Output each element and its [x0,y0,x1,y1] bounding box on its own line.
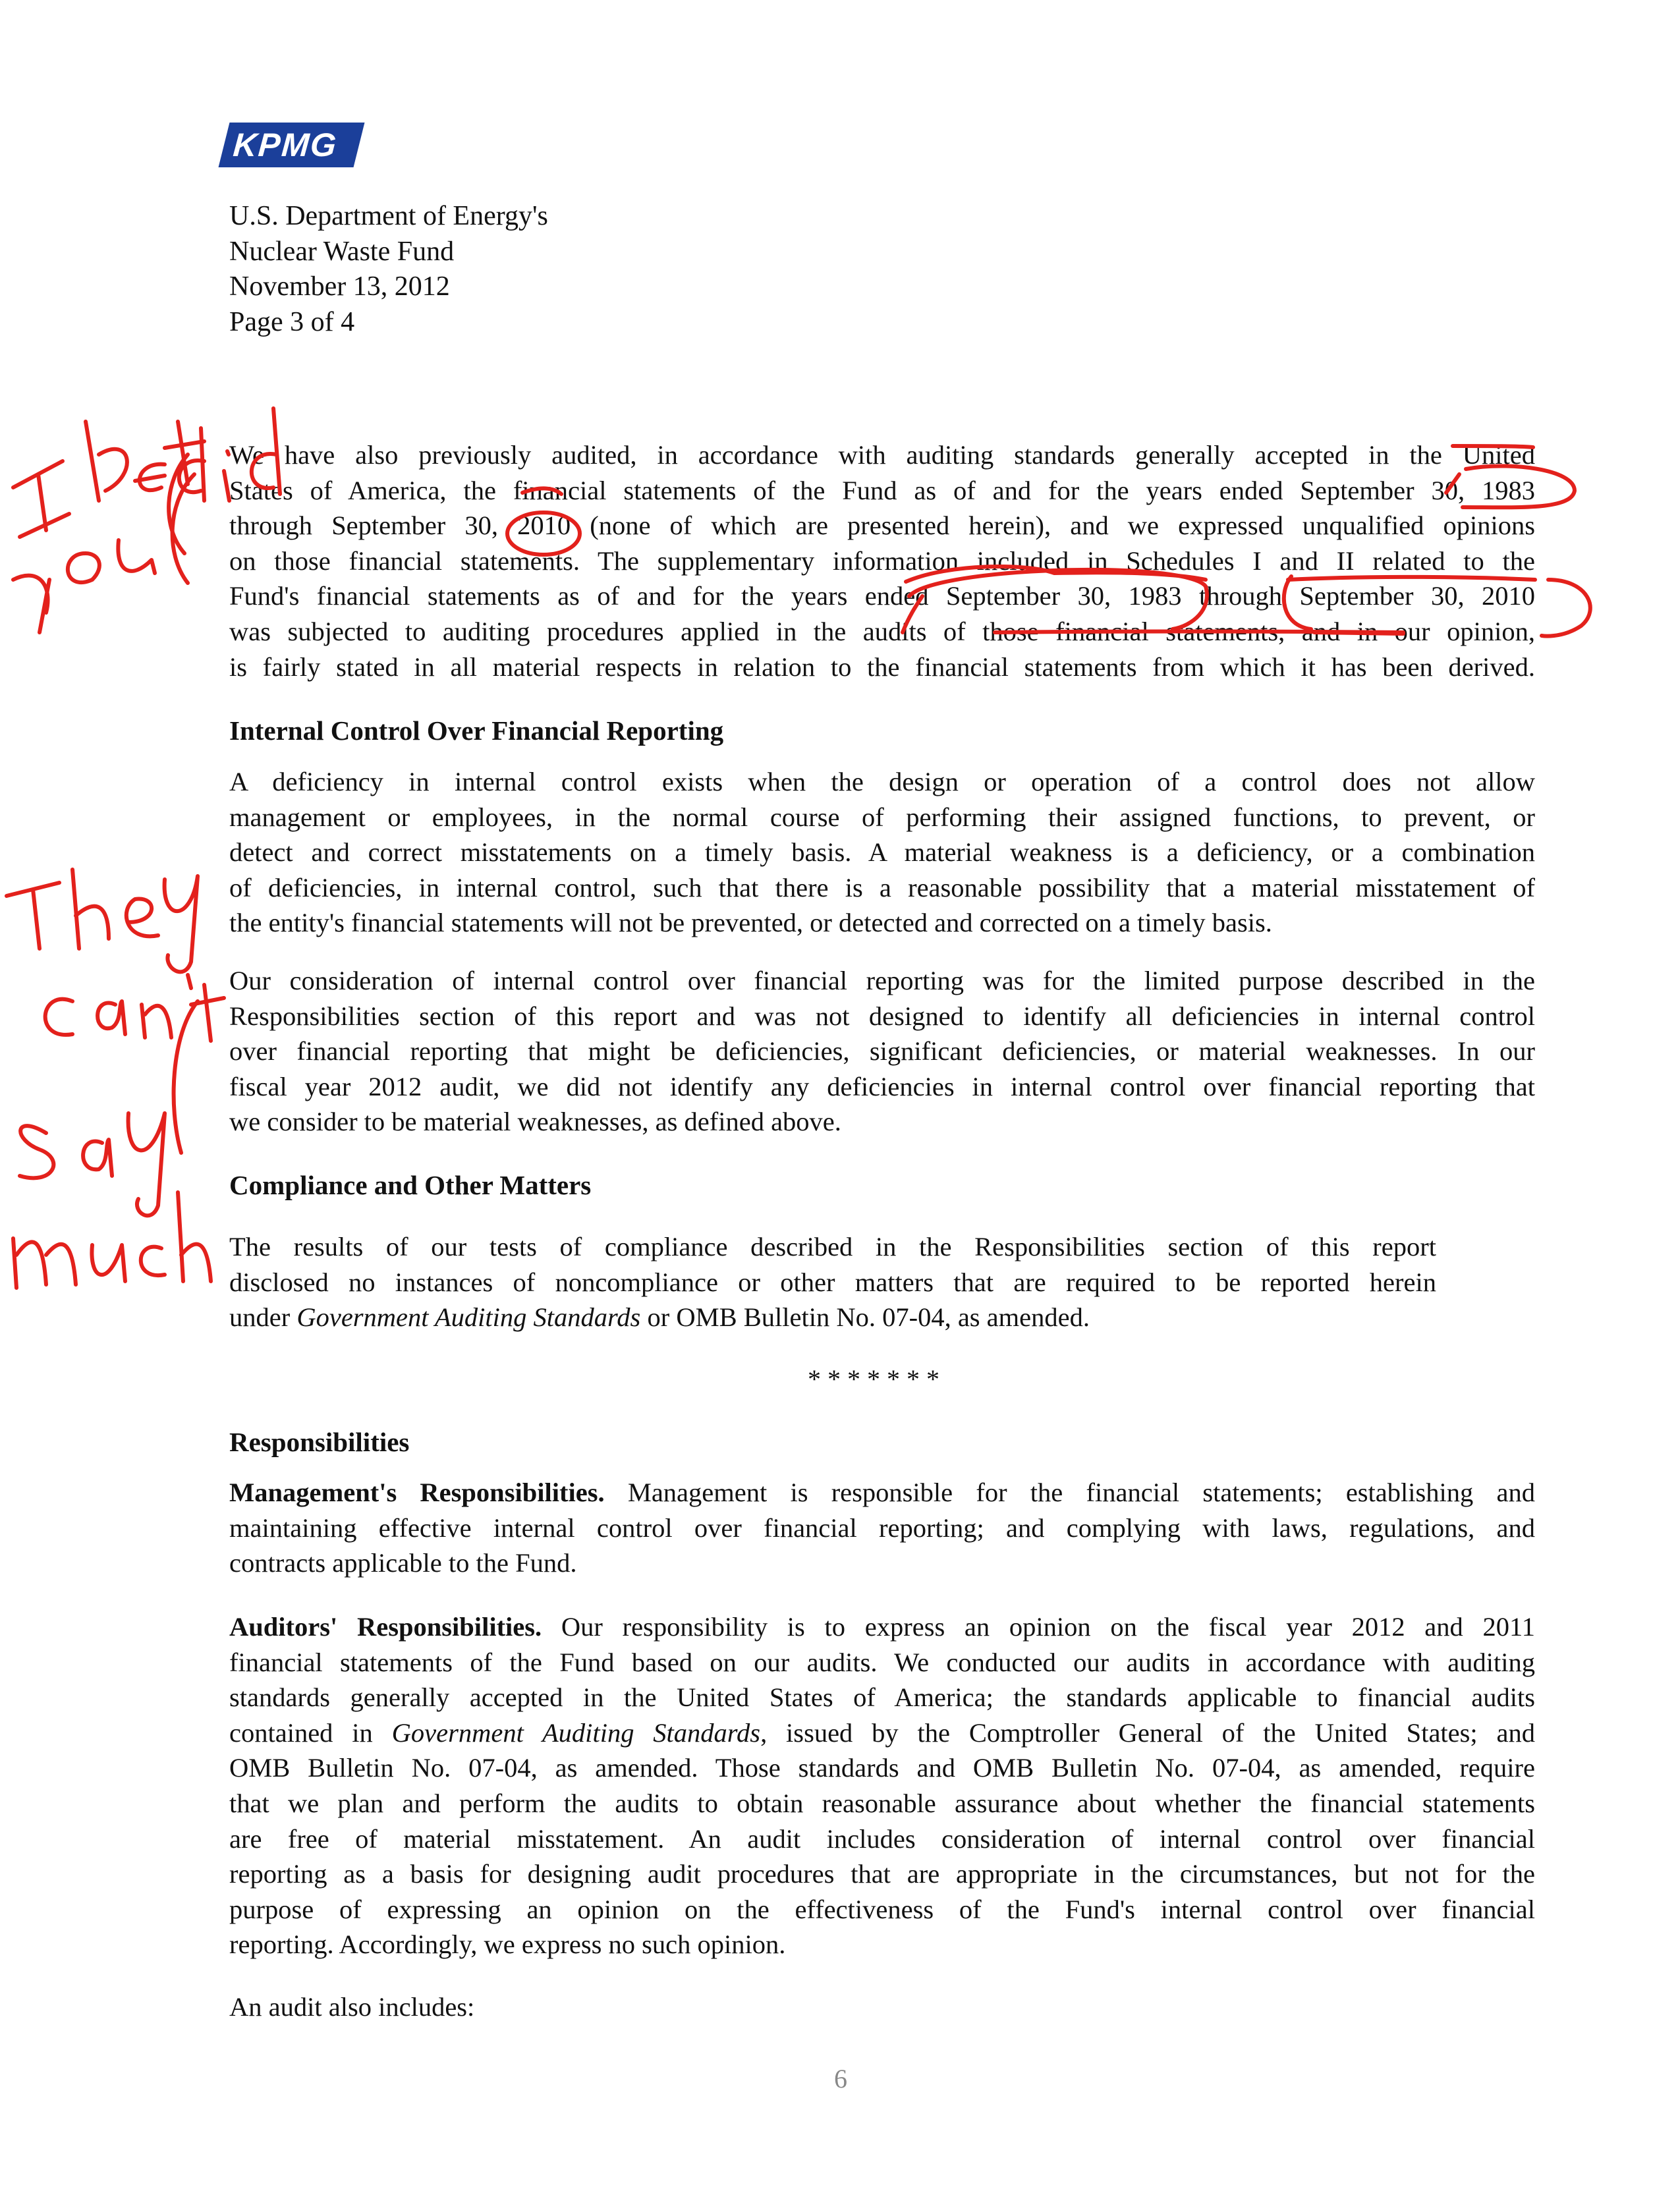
paragraph-deficiency-definition [229,764,1535,941]
paragraph-management-responsibilities [229,1475,1535,1581]
text-line: Responsibilities section of this report and was not designed to identify all deficiencies in internal control [229,1001,1535,1031]
heading-compliance: Compliance and Other Matters [229,1170,592,1200]
letter-header [229,199,888,340]
text-line: detect and correct misstatements on a timely basis. A material weakness is a deficiency, or a combination [229,837,1535,868]
text-line: fiscal year 2012 audit, we did not identify any deficiencies in internal control over financial reporting that [229,1071,1535,1101]
italic-title: Government Auditing Standards [391,1717,761,1748]
text-line [229,1715,1535,1751]
text-line [229,1475,1535,1510]
text-line: of deficiencies, in internal control, such that there is a reasonable possibility that a material misstatement of [229,872,1535,902]
text-line: States of America, the financial statements of the Fund as of and for the years ended September 30, 1983 [229,475,1535,505]
text-line: financial statements of the Fund based on our audits. We conducted our audits in accordance with auditing [229,1647,1535,1677]
paragraph-consideration [229,963,1535,1140]
text-line: Our consideration of internal control over financial reporting was for the limited purpose described in the [229,966,1535,995]
text-line: A deficiency in internal control exists when the design or operation of a control does not allow [229,767,1535,796]
text-line: OMB Bulletin No. 07-04, as amended. Those standards and OMB Bulletin No. 07-04, as amended, require [229,1753,1535,1783]
header-page-label: Page 3 of 4 [229,306,355,337]
text-line: Fund's financial statements as of and for the years ended September 30, 1983 through September 30, 2010 [229,581,1535,611]
text-line [229,1300,1436,1335]
section-separator-stars: ******* [808,1364,946,1394]
text-line: An audit also includes: [229,1992,475,2022]
text-run: , issued by the Comptroller General of the United States; and [760,1717,1535,1748]
italic-title: Government Auditing Standards [296,1302,641,1333]
text-line: contracts applicable to the Fund. [229,1548,577,1578]
text-run: contained in [229,1717,392,1748]
header-fund-name: Nuclear Waste Fund [229,236,455,267]
bold-lead: Auditors' Responsibilities. [229,1612,542,1642]
page-number: 6 [834,2064,847,2093]
text-line: standards generally accepted in the United States of America; the standards applicable to financial audits [229,1682,1535,1713]
text-line: disclosed no instances of noncompliance or other matters that are required to be reported herein [229,1267,1436,1297]
text-line: was subjected to auditing procedures applied in the audits of those financial statements, and in our opinion, [229,616,1535,646]
paragraph-auditors-responsibilities [229,1609,1535,1962]
text-run: under [229,1302,297,1333]
heading-responsibilities: Responsibilities [229,1427,410,1457]
text-line: on those financial statements. The supplementary information included in Schedules I and II related to the [229,545,1535,576]
text-run: Our responsibility is to express an opinion on the fiscal year 2012 and 2011 [542,1612,1535,1642]
kpmg-logo-text: KPMG [231,126,339,163]
text-line: The results of our tests of compliance described in the Responsibilities section of this report [229,1232,1436,1261]
text-line: that we plan and perform the audits to obtain reasonable assurance about whether the financial statements [229,1788,1535,1818]
text-line: We have also previously audited, in accordance with auditing standards generally accepted in the United [229,440,1535,470]
handwritten-note-they-cant-say-much [7,870,224,1288]
text-line: we consider to be material weaknesses, as defined above. [229,1107,841,1137]
text-line [229,1609,1535,1645]
text-line: maintaining effective internal control over financial reporting; and complying with laws, regulations, and [229,1512,1535,1543]
paragraph-audit-includes [229,1989,1535,2025]
text-line: the entity's financial statements will not be prevented, or detected and corrected on a timely basis. [229,908,1272,938]
text-line: through September 30, 2010 (none of which are presented herein), and we expressed unqualified opinions [229,511,1535,541]
text-line: reporting as a basis for designing audit procedures that are appropriate in the circumstances, but not for the [229,1859,1535,1889]
header-addressee: U.S. Department of Energy's [229,201,548,231]
text-line: over financial reporting that might be deficiencies, significant deficiencies, or material weaknesses. In our [229,1036,1535,1067]
text-run: Management is responsible for the financial statements; establishing and [604,1478,1535,1507]
text-line: management or employees, in the normal course of performing their assigned functions, to prevent, or [229,802,1535,832]
heading-internal-control: Internal Control Over Financial Reporting [229,715,724,746]
text-line: are free of material misstatement. An audit includes consideration of internal control over financial [229,1823,1535,1854]
kpmg-logo [219,123,365,167]
text-line: purpose of expressing an opinion on the effectiveness of the Fund's internal control over financial [229,1894,1535,1924]
text-line: reporting. Accordingly, we express no such opinion. [229,1929,786,1960]
text-run: or OMB Bulletin No. 07-04, as amended. [640,1302,1090,1333]
text-line: is fairly stated in all material respects in relation to the financial statements from which it has been derived. [229,651,1535,682]
header-date: November 13, 2012 [229,271,450,302]
paragraph-compliance [229,1229,1436,1335]
bold-lead: Management's Responsibilities. [229,1478,605,1507]
paragraph-prior-audits [229,437,1535,684]
